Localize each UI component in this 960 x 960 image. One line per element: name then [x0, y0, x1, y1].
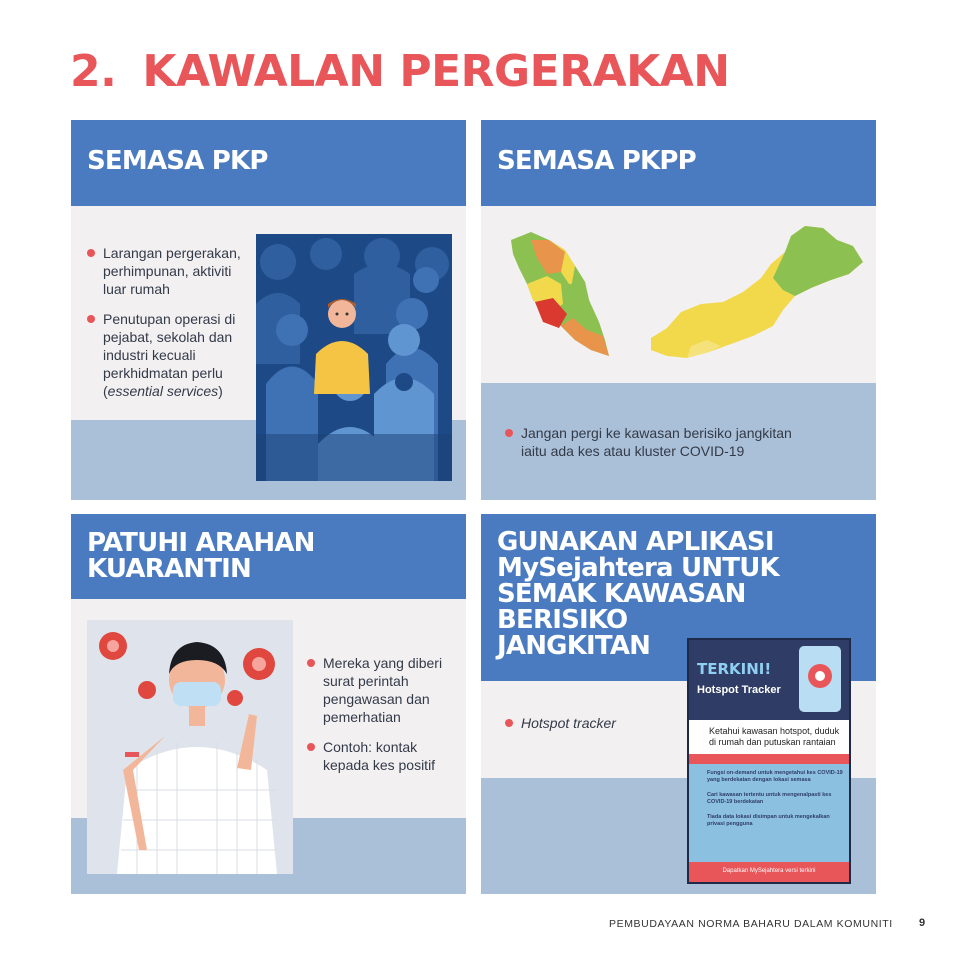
phone-subhead: Hotspot Tracker: [697, 684, 781, 696]
panel-header: [481, 120, 876, 206]
bullet-item: Larangan pergerakan, perhimpunan, aktiviti luar rumah: [87, 244, 255, 298]
panel-title-line: GUNAKAN APLIKASI: [497, 527, 774, 557]
bullet-italic: essential services: [107, 383, 219, 399]
phone-header: [689, 640, 849, 720]
phone-feature-list: [695, 770, 843, 828]
crowd-illustration: [256, 234, 452, 481]
phone-feature: Tiada data lokasi disimpan untuk mengekalkan privasi pengguna: [707, 814, 830, 827]
bullet-item: Jangan pergi ke kawasan berisiko jangkitan iaitu ada kes atau kluster COVID-19: [505, 424, 805, 460]
panel-title-line: KUARANTIN: [87, 554, 251, 584]
page-number: 9: [919, 917, 926, 929]
phone-tagline: Ketahui kawasan hotspot, duduk di rumah dan putuskan rantaian: [689, 720, 849, 754]
malaysia-map: [491, 218, 871, 370]
bullet-list: [505, 424, 805, 472]
bullet-list: [307, 654, 457, 786]
bullet-item: Penutupan operasi di pejabat, sekolah dan industri kecuali perkhidmatan perlu (essential services): [87, 310, 255, 400]
bullet-item: Mereka yang diberi surat perintah pengawasan dan pemerhatian: [307, 654, 457, 726]
phone-feature: Fungsi on-demand untuk mengetahui kes COVID-19 yang berdekatan dengan lokasi semasa: [707, 770, 843, 783]
panel-semasa-pkp: [71, 120, 466, 500]
phone-footer: Dapatkan MySejahtera versi terkini: [689, 862, 849, 882]
bullet-item: Hotspot tracker: [505, 714, 685, 732]
panel-title-line: PATUHI ARAHAN: [87, 528, 315, 558]
panel-title-line: MySejahtera UNTUK: [497, 553, 779, 583]
panel-semasa-pkpp: [481, 120, 876, 500]
bullet-list: [87, 244, 255, 412]
section-title: KAWALAN PERGERAKAN: [142, 46, 730, 97]
page-title: [70, 46, 730, 97]
panel-mysejahtera: [481, 514, 876, 894]
bullet-list: [505, 714, 685, 744]
phone-headline: TERKINI!: [697, 660, 772, 678]
panel-title-line: JANGKITAN: [497, 631, 651, 661]
phone-feature: Cari kawasan tertentu untuk mengenalpasti kes COVID-19 berdekatan: [707, 792, 832, 805]
panel-header: [71, 514, 466, 599]
panel-title: [87, 530, 315, 582]
bullet-item: Contoh: kontak kepada kes positif: [307, 738, 457, 774]
panel-title: SEMASA PKP: [87, 146, 268, 176]
footer-text: PEMBUDAYAAN NORMA BAHARU DALAM KOMUNITI: [609, 918, 893, 930]
panel-header: [71, 120, 466, 206]
panel-title-line: BERISIKO: [497, 605, 628, 635]
location-pin-icon: [795, 644, 845, 714]
panel-title: SEMASA PKPP: [497, 146, 696, 176]
phone-red-strip: [689, 754, 849, 764]
phone-screenshot: [687, 638, 851, 884]
section-number: 2.: [70, 46, 117, 97]
panel-title-line: SEMAK KAWASAN: [497, 579, 746, 609]
panel-kuarantin: [71, 514, 466, 894]
quarantine-illustration: [87, 620, 293, 874]
